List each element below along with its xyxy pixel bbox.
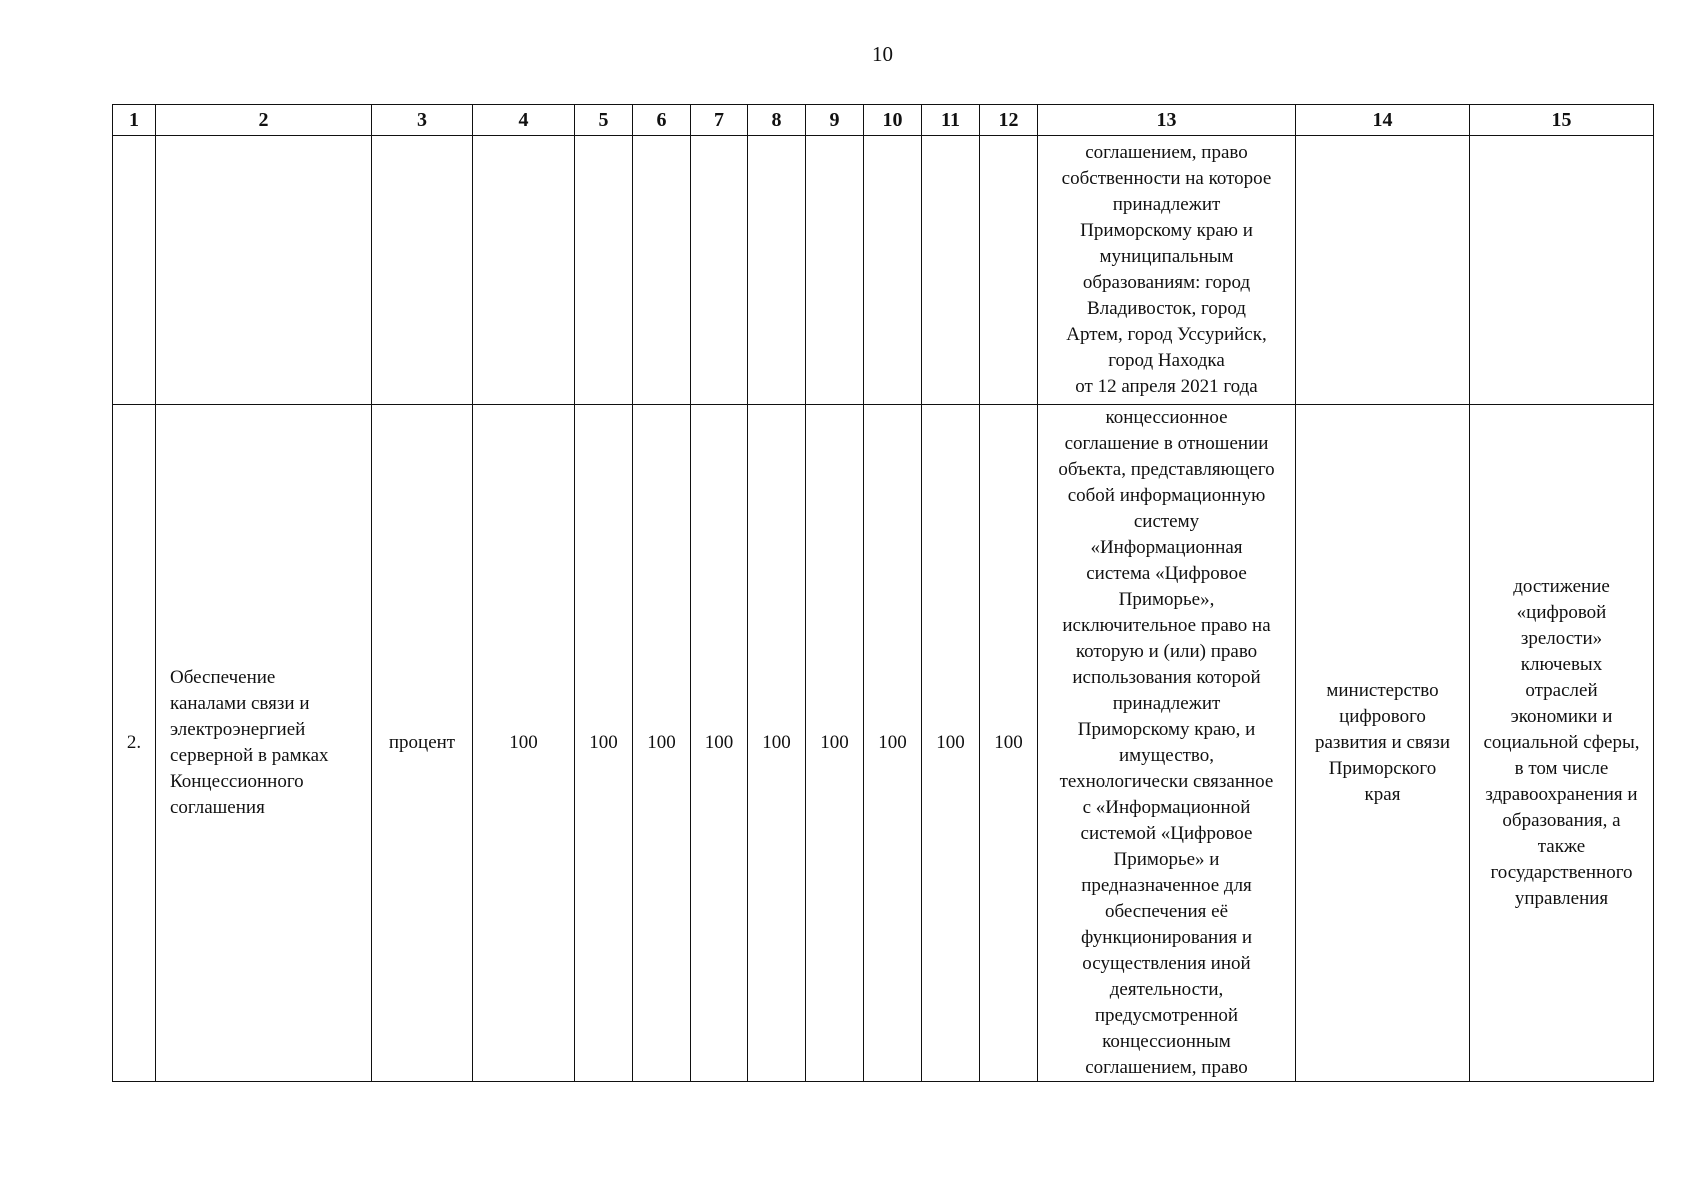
cell-unit: процент — [372, 405, 473, 1082]
cell-goal: достижение «цифровой зрелости» ключевых отраслей экономики и социальной сферы, в том числе здравоохранения и образования, а также государственного управления — [1470, 405, 1654, 1082]
column-header-8: 8 — [748, 105, 806, 136]
column-header-10: 10 — [864, 105, 922, 136]
column-header-12: 12 — [980, 105, 1038, 136]
cell-value: 100 — [473, 405, 575, 1082]
column-header-6: 6 — [633, 105, 691, 136]
page-number: 10 — [872, 42, 893, 66]
cell-value: 100 — [633, 405, 691, 1082]
cell-value: 100 — [748, 405, 806, 1082]
cell-responsible: министерство цифрового развития и связи Приморского края — [1296, 405, 1470, 1082]
table-row — [113, 136, 1654, 405]
column-header-11: 11 — [922, 105, 980, 136]
cell-value — [864, 136, 922, 405]
cell-value — [980, 136, 1038, 405]
cell-value — [748, 136, 806, 405]
cell-value — [633, 136, 691, 405]
column-header-3: 3 — [372, 105, 473, 136]
table-row — [113, 405, 1654, 1082]
cell-goal — [1470, 136, 1654, 405]
cell-document: концессионное соглашение в отношении объекта, представляющего собой информационную систему «Информационная система «Цифровое Приморье», исключительное право на которую и (или) право использования которой принадлежит Приморскому краю, и имущество, технологически связанное с «Информационной системой «Цифровое Приморье» и предназначенное для обеспечения её функционирования и осуществления иной деятельности, предусмотренной концессионным соглашением, право — [1038, 405, 1296, 1082]
column-header-15: 15 — [1470, 105, 1654, 136]
cell-value — [806, 136, 864, 405]
cell-value — [691, 136, 748, 405]
column-header-1: 1 — [113, 105, 156, 136]
cell-value — [575, 136, 633, 405]
header-row — [113, 105, 1654, 136]
cell-responsible — [1296, 136, 1470, 405]
column-header-2: 2 — [156, 105, 372, 136]
column-header-5: 5 — [575, 105, 633, 136]
cell-value: 100 — [980, 405, 1038, 1082]
column-header-7: 7 — [691, 105, 748, 136]
column-header-14: 14 — [1296, 105, 1470, 136]
cell-value: 100 — [864, 405, 922, 1082]
data-table — [112, 104, 1654, 1082]
column-header-13: 13 — [1038, 105, 1296, 136]
cell-number: 2. — [113, 405, 156, 1082]
cell-value: 100 — [575, 405, 633, 1082]
cell-value — [473, 136, 575, 405]
column-header-9: 9 — [806, 105, 864, 136]
cell-unit — [372, 136, 473, 405]
cell-indicator-name: Обеспечение каналами связи и электроэнергией серверной в рамках Концессионного соглашения — [156, 405, 372, 1082]
cell-value: 100 — [806, 405, 864, 1082]
cell-value: 100 — [922, 405, 980, 1082]
cell-number — [113, 136, 156, 405]
cell-indicator-name — [156, 136, 372, 405]
cell-value: 100 — [691, 405, 748, 1082]
column-header-4: 4 — [473, 105, 575, 136]
cell-document: соглашением, право собственности на которое принадлежит Приморскому краю и муниципальным образованиям: город Владивосток, город Артем, город Уссурийск, город Находка от 12 апреля 2021 года — [1038, 136, 1296, 405]
cell-value — [922, 136, 980, 405]
